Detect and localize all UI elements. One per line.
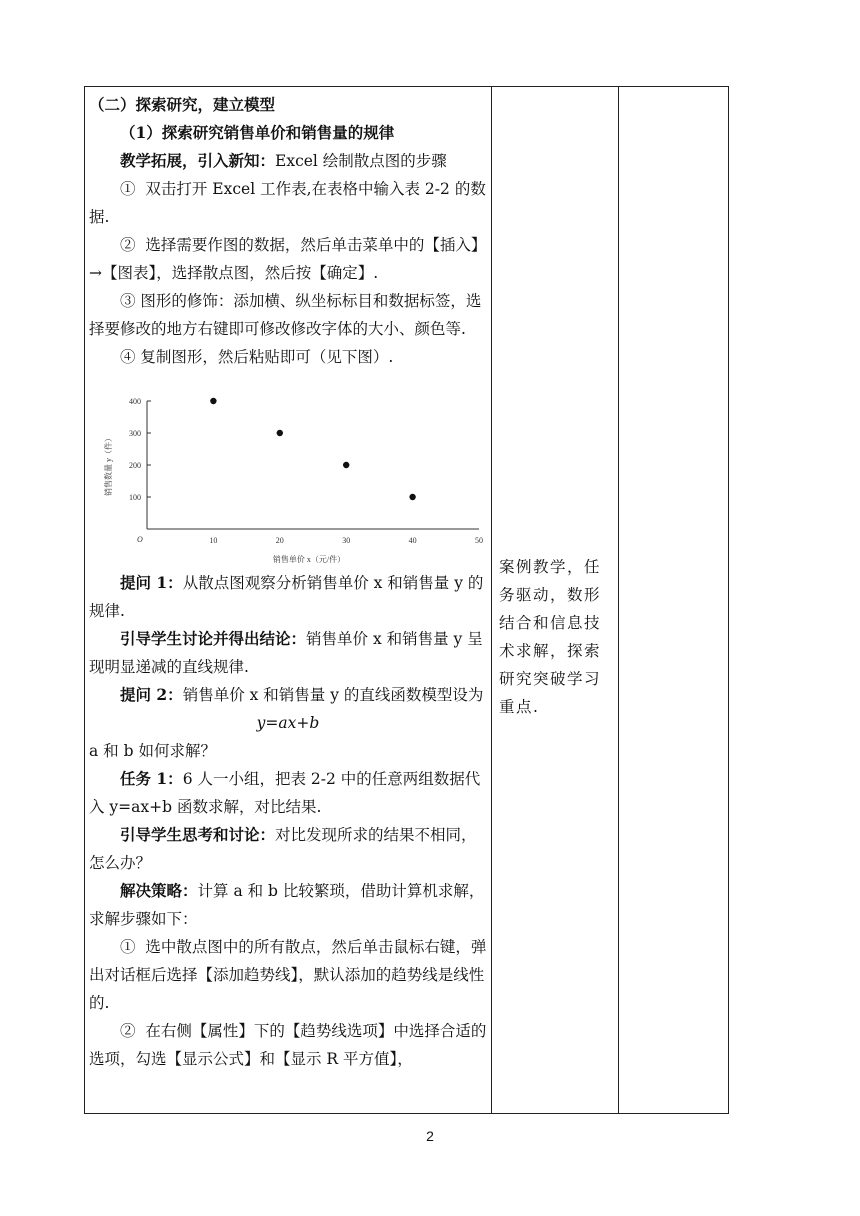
x-tick-label: 10 [209, 536, 218, 545]
guide-2-text: 对比发现所求的结果不相同，怎么办？ [89, 826, 477, 872]
step-3: ③ 图形的修饰：添加横、纵坐标标目和数据标签，选择要修改的地方右键即可修改修改字体的大小、颜色等. [89, 292, 482, 338]
step-2: ② 选择需要作图的数据，然后单击菜单中的【插入】→【图表】，选择散点图，然后按【确定】. [89, 236, 487, 282]
scatter-point [210, 398, 216, 404]
guide-1-label: 引导学生讨论并得出结论： [120, 629, 307, 648]
scatter-chart [89, 379, 489, 565]
column-divider [618, 87, 619, 1113]
solve-step-2: ② 在右侧【属性】下的【趋势线选项】中选择合适的选项，勾选【显示公式】和【显示 R 平方值】， [89, 1022, 487, 1068]
guide-1 [89, 625, 487, 681]
question-2-text: 销售单价 x 和销售量 y 的直线函数模型设为 [182, 686, 484, 704]
question-2 [89, 681, 487, 709]
intro-label: 教学拓展，引入新知： [120, 151, 276, 170]
guide-2 [89, 821, 487, 877]
guide-1-text: 销售单价 x 和销售量 y 呈现明显递减的直线规律. [89, 630, 483, 676]
teaching-content-cell [85, 87, 491, 1073]
page-number: 2 [426, 1128, 434, 1144]
x-tick-label: 40 [408, 536, 417, 545]
guide-2-label: 引导学生思考和讨论： [120, 825, 276, 844]
design-intent-cell [491, 553, 618, 721]
y-tick-label: 100 [129, 493, 141, 502]
task-1-label: 任务 1： [120, 769, 183, 788]
x-tick-label: 30 [342, 536, 351, 545]
step-4: ④ 复制图形，然后粘贴即可（见下图）. [120, 348, 394, 366]
lesson-table [84, 86, 729, 1114]
solve-step-1: ① 选中散点图中的所有散点，然后单击鼠标右键，弹出对话框后选择【添加趋势线】，默认添加的趋势线是线性的. [89, 938, 487, 1012]
y-tick-label: 400 [129, 397, 141, 406]
formula: y=ax+b [256, 714, 320, 732]
intro-paragraph [89, 147, 487, 175]
scatter-point [277, 430, 283, 436]
origin-label: O [137, 535, 143, 544]
scatter-point [409, 494, 415, 500]
strategy [89, 877, 487, 933]
question-2-follow: a 和 b 如何求解？ [89, 742, 216, 760]
section-title: （二）探索研究，建立模型 [89, 95, 276, 114]
step-1: ① 双击打开 Excel 工作表,在表格中输入表 2-2 的数据. [89, 180, 486, 226]
subsection-title: （1）探索研究销售单价和销售量的规律 [120, 123, 395, 142]
y-axis-label: 销售数量 y（件） [104, 434, 113, 496]
x-tick-label: 50 [475, 536, 483, 545]
question-1-label: 提问 1： [120, 573, 183, 592]
y-tick-label: 200 [129, 461, 141, 470]
y-tick-label: 300 [129, 429, 141, 438]
question-2-label: 提问 2： [120, 685, 183, 704]
design-note: 案例教学，任务驱动，数形结合和信息技术求解，探索研究突破学习重点. [499, 558, 602, 716]
x-axis-label: 销售单价 x（元/件） [272, 555, 346, 564]
task-1 [89, 765, 487, 821]
question-1-text: 从散点图观察分析销售单价 x 和销售量 y 的规律. [89, 574, 484, 620]
strategy-text: 计算 a 和 b 比较繁琐，借助计算机求解，求解步骤如下： [89, 882, 485, 928]
strategy-label: 解决策略： [120, 881, 198, 900]
x-tick-label: 20 [275, 536, 284, 545]
scatter-point [343, 462, 349, 468]
question-1 [89, 569, 487, 625]
intro-text: Excel 绘制散点图的步骤 [275, 152, 447, 170]
task-1-text: 6 人一小组，把表 2-2 中的任意两组数据代入 y=ax+b 函数求解，对比结果. [89, 770, 481, 816]
